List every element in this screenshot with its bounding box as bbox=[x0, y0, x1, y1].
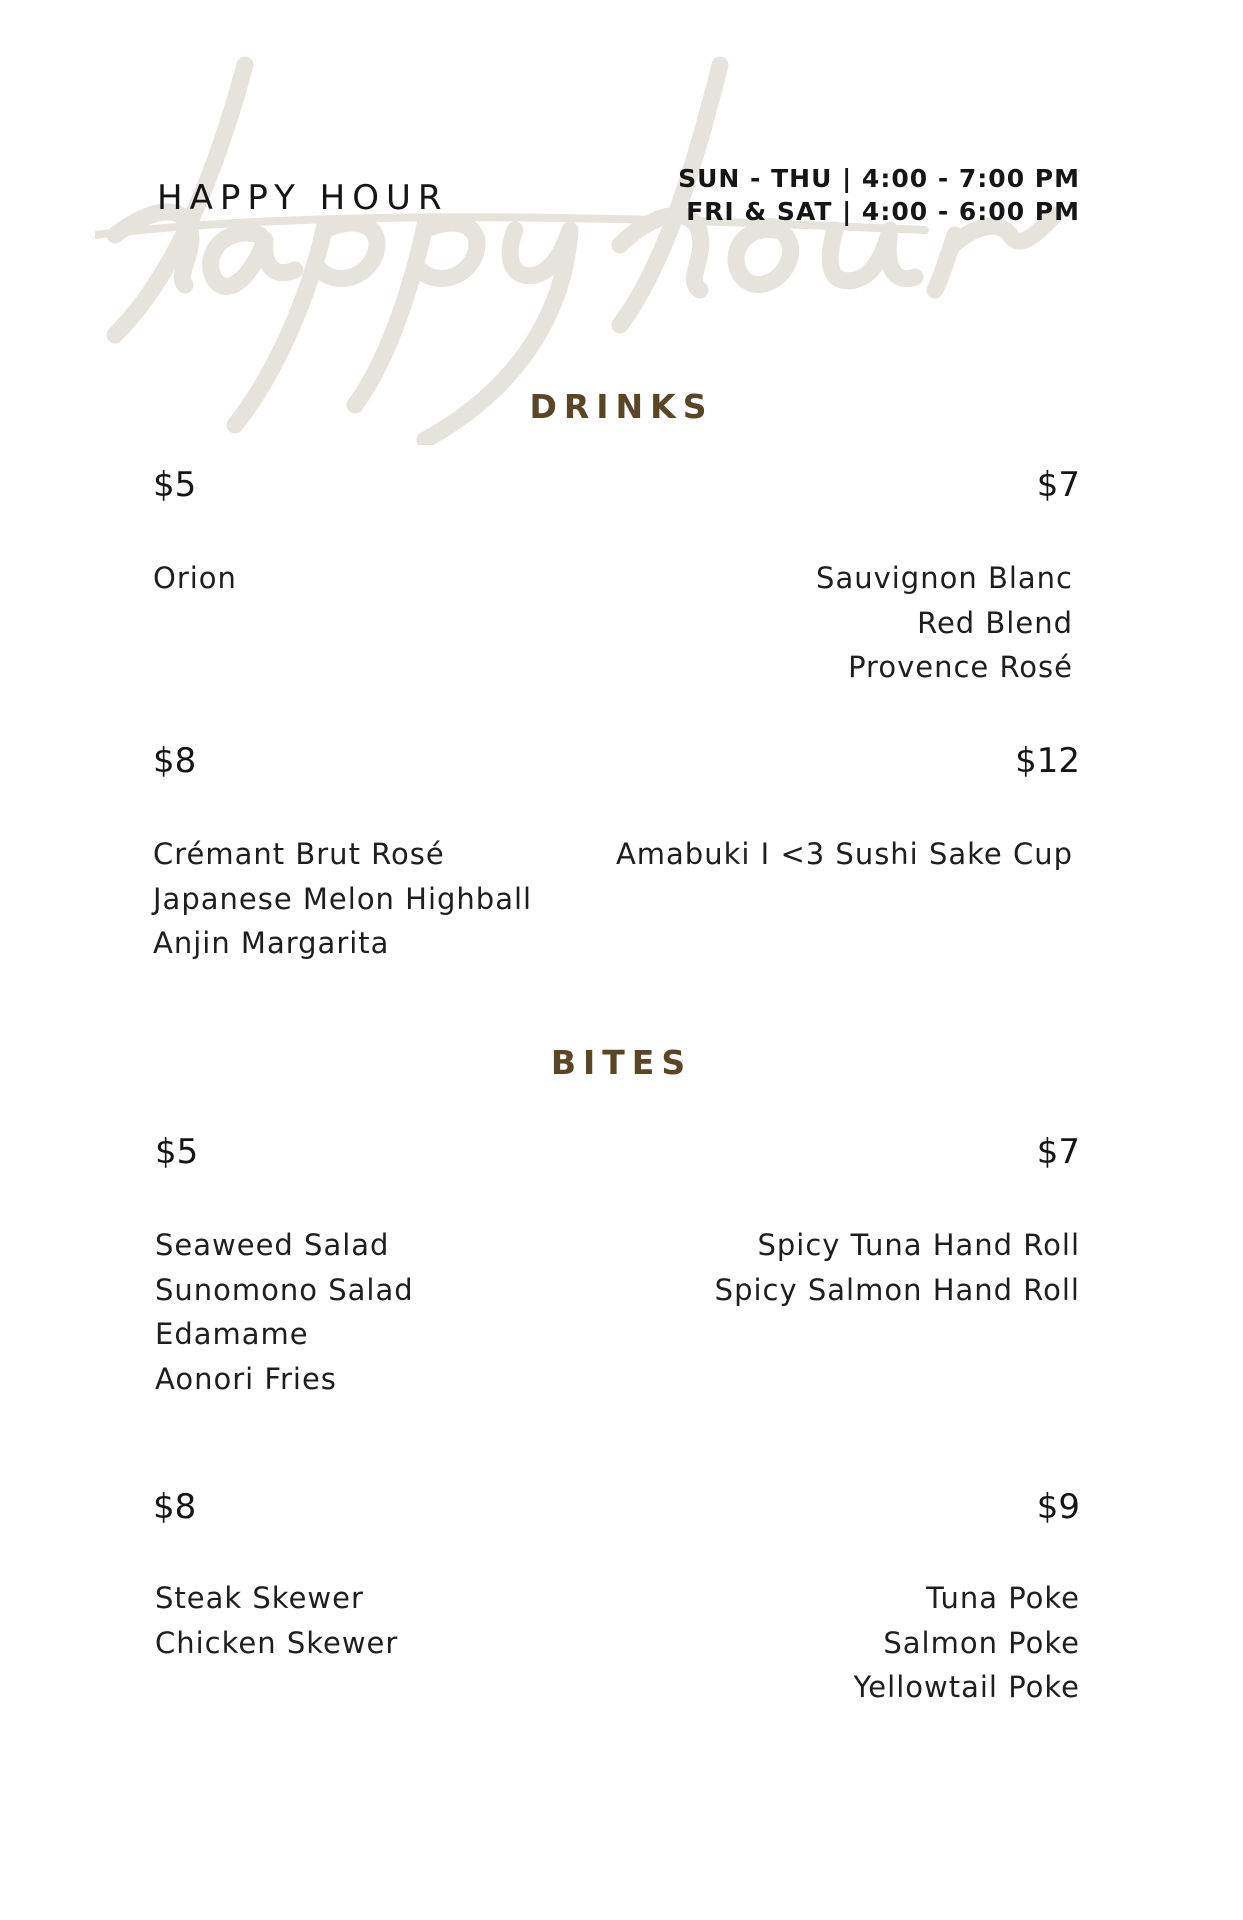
menu-item: Sauvignon Blanc bbox=[816, 561, 1073, 595]
bites-price-7: $7 bbox=[1036, 1132, 1080, 1172]
bites-list-7 bbox=[715, 1223, 1080, 1312]
schedule-weekend: FRI & SAT | 4:00 - 6:00 PM bbox=[686, 197, 1080, 226]
schedule-weekday: SUN - THU | 4:00 - 7:00 PM bbox=[678, 164, 1080, 193]
menu-item: Amabuki I <3 Sushi Sake Cup bbox=[615, 837, 1073, 871]
drinks-price-7: $7 bbox=[1036, 465, 1080, 505]
bites-price-5: $5 bbox=[155, 1132, 199, 1172]
drinks-list-7 bbox=[816, 556, 1073, 690]
menu-item: Salmon Poke bbox=[883, 1625, 1080, 1660]
menu-item: Steak Skewer bbox=[155, 1581, 364, 1615]
menu-item: Seaweed Salad bbox=[155, 1228, 390, 1262]
bites-price-8: $8 bbox=[153, 1487, 197, 1527]
drinks-price-8: $8 bbox=[153, 741, 197, 781]
happy-hour-schedule bbox=[678, 162, 1080, 228]
bites-list-9 bbox=[853, 1576, 1080, 1710]
drinks-price-12: $12 bbox=[1015, 741, 1080, 781]
menu-item: Anjin Margarita bbox=[153, 926, 390, 960]
menu-item: Edamame bbox=[155, 1317, 309, 1351]
drinks-list-8 bbox=[153, 832, 532, 966]
bites-list-5 bbox=[155, 1223, 414, 1401]
drinks-list-12 bbox=[616, 832, 1073, 877]
menu-item: Aonori Fries bbox=[155, 1361, 337, 1396]
bites-section-title: BITES bbox=[550, 1043, 693, 1082]
bites-list-8 bbox=[155, 1576, 398, 1665]
menu-item: Chicken Skewer bbox=[155, 1625, 399, 1660]
menu-item: Yellowtail Poke bbox=[853, 1670, 1080, 1704]
menu-item: Crémant Brut Rosé bbox=[153, 837, 445, 871]
menu-title: HAPPY HOUR bbox=[157, 178, 449, 218]
menu-item: Provence Rosé bbox=[848, 650, 1073, 684]
menu-item: Red Blend bbox=[917, 605, 1073, 640]
menu-item: Orion bbox=[153, 561, 237, 595]
menu-item: Sunomono Salad bbox=[155, 1272, 414, 1307]
drinks-section-title: DRINKS bbox=[529, 387, 714, 426]
menu-item: Spicy Tuna Hand Roll bbox=[757, 1228, 1080, 1262]
drinks-price-5: $5 bbox=[153, 465, 197, 505]
menu-item: Tuna Poke bbox=[926, 1581, 1080, 1615]
menu-item: Spicy Salmon Hand Roll bbox=[714, 1272, 1080, 1307]
menu-item: Japanese Melon Highball bbox=[153, 881, 533, 916]
drinks-list-5 bbox=[153, 556, 237, 601]
bites-price-9: $9 bbox=[1036, 1487, 1080, 1527]
